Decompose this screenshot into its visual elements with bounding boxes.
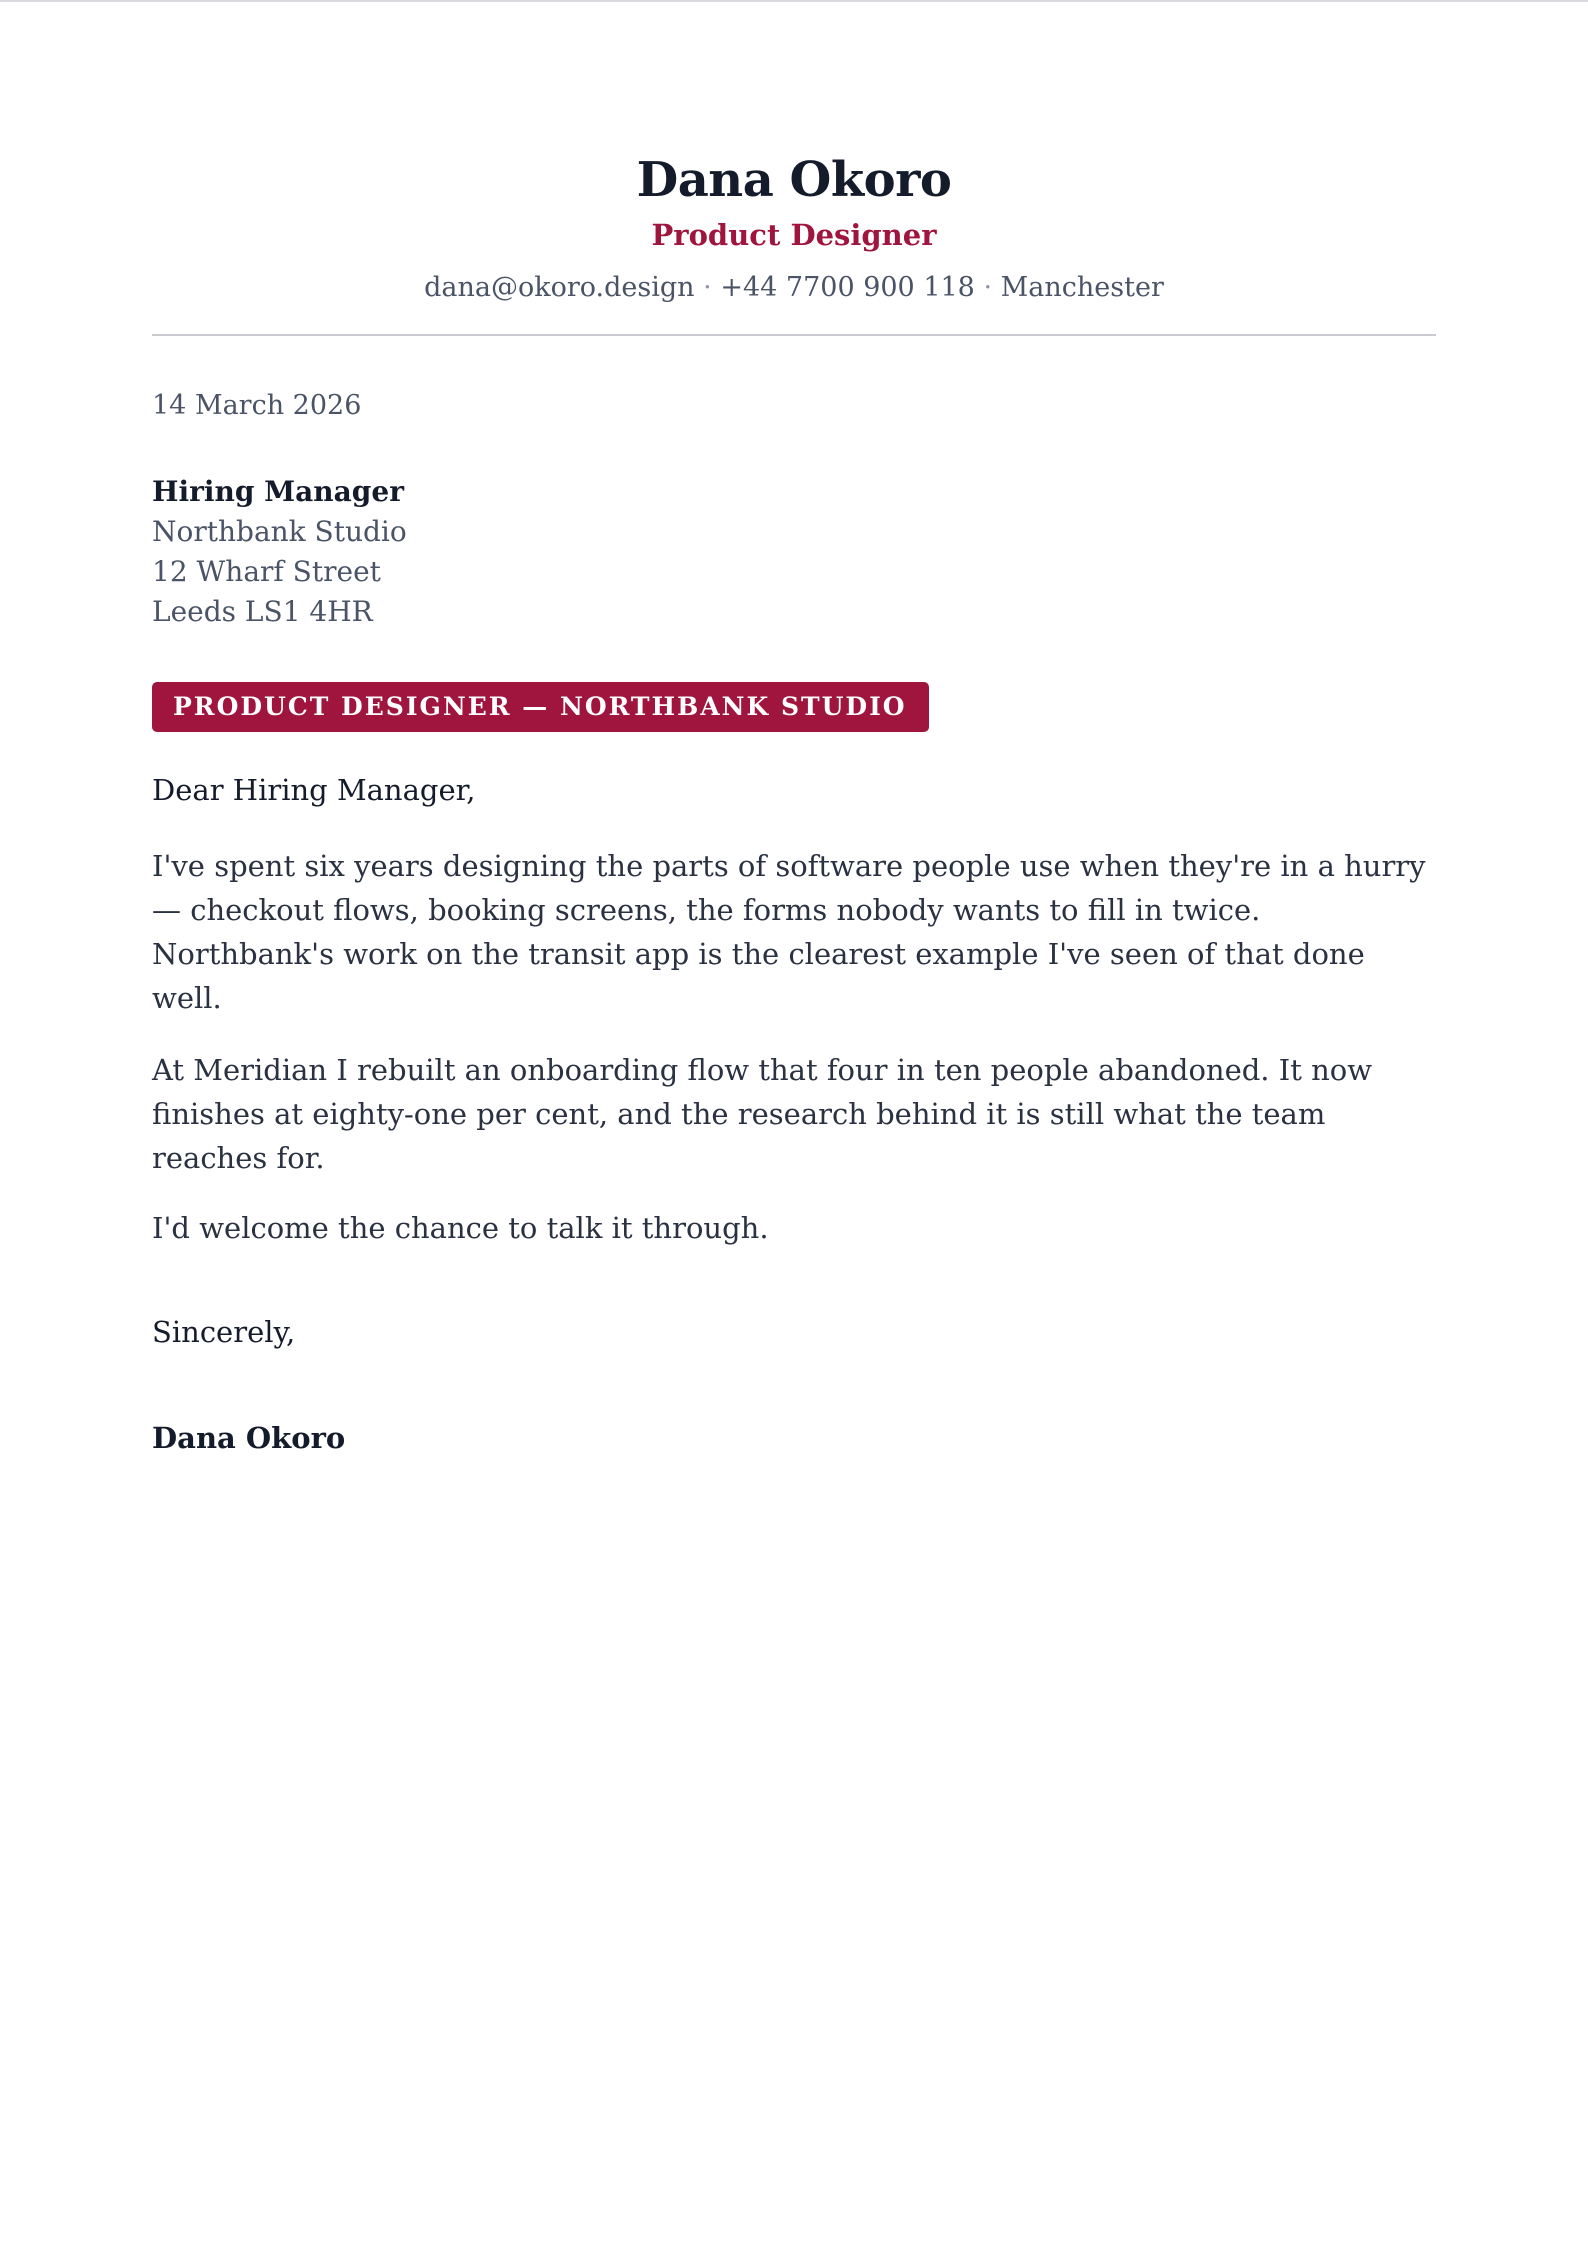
contact-city: Manchester: [1000, 272, 1164, 303]
recipient-block: [152, 472, 1436, 632]
body-paragraph: I'd welcome the chance to talk it through.: [152, 1211, 769, 1245]
recipient-street: 12 Wharf Street: [152, 555, 381, 588]
subject-badge: PRODUCT DESIGNER — NORTHBANK STUDIO: [152, 682, 929, 732]
contact-email: dana@okoro.design: [424, 272, 695, 303]
contact-separator: ·: [703, 272, 712, 303]
recipient-city: Leeds LS1 4HR: [152, 595, 373, 628]
signature-name: Dana Okoro: [152, 1421, 346, 1455]
contact-phone: +44 7700 900 118: [720, 272, 975, 303]
recipient-name: Hiring Manager: [152, 475, 404, 508]
letter-date: 14 March 2026: [152, 390, 362, 421]
contact-line: [152, 268, 1436, 308]
salutation: Dear Hiring Manager,: [152, 773, 476, 807]
sender-title: Product Designer: [651, 218, 937, 252]
closing: Sincerely,: [152, 1315, 296, 1349]
contact-separator: ·: [983, 272, 993, 303]
letterhead: [152, 0, 1436, 308]
sender-name: Dana Okoro: [636, 152, 952, 208]
recipient-company: Northbank Studio: [152, 515, 407, 548]
body-paragraph: At Meridian I rebuilt an onboarding flow that four in ten people abandoned. It now finishes at eighty-one per cent, and the research behind it is still what the team reaches for.: [152, 1053, 1373, 1175]
letter-page: [152, 0, 1436, 1458]
header-divider: [152, 334, 1436, 336]
body-paragraph: I've spent six years designing the parts of software people use when they're in a hurry — checkout flows, booking screens, the forms nobody wants to fill in twice. Northbank's work on the transit app is the clearest example I've seen of that done well.: [152, 849, 1426, 1015]
